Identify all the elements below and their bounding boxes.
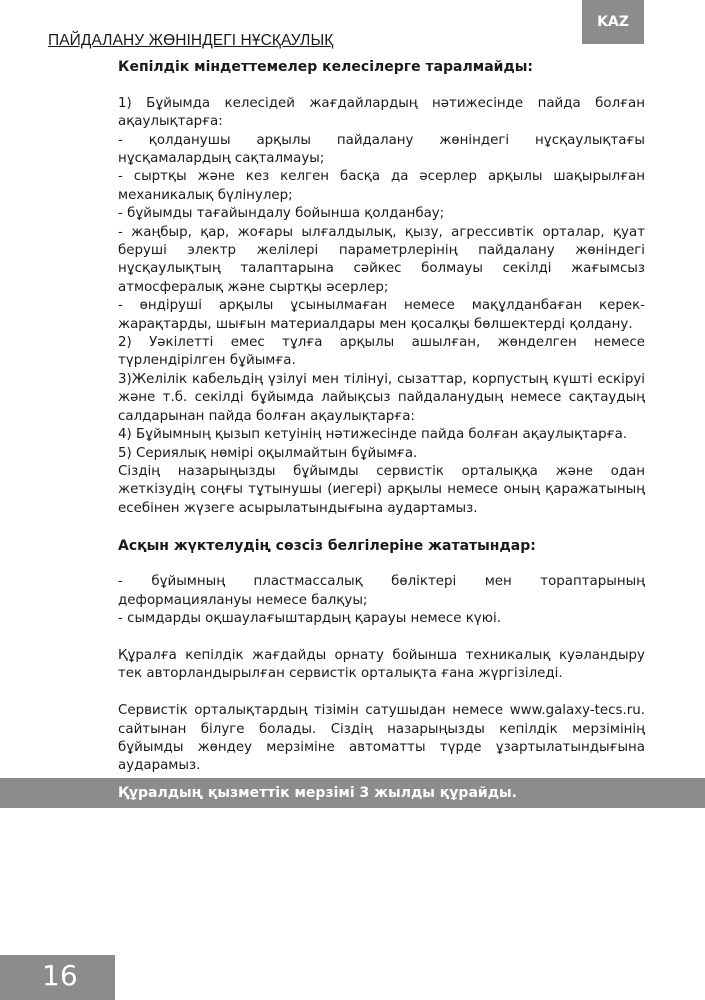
language-badge: KAZ: [582, 0, 644, 44]
overload-heading: Асқын жүктелудің сөзсіз белгілеріне жататындар:: [118, 537, 536, 554]
installation-note: Құралға кепілдік жағдайды орнату бойынша техникалық куәландыру тек авторландырылған сервистік орталықта ғана жүргізіледі.: [118, 647, 645, 682]
exclusion-paragraph: - жаңбыр, қар, жоғары ылғалдылық, қызу, агрессивтік орталар, қуат беруші электр желілері параметрлерінің пайдалану жөніндегі нұсқаулықтың талаптарына сәйкес болмауы секілді жағымсыз атмосфералық және сыртқы әсерлер;: [118, 224, 645, 295]
exclusion-paragraph: - бұйымды тағайындалу бойынша қолданбау;: [118, 206, 445, 222]
exclusion-paragraph: - қолданушы арқылы пайдалану жөніндегі нұсқаулықтағы нұсқамалардың сақталмауы;: [118, 132, 645, 167]
exclusions-heading: Кепілдік міндеттемелер келесілерге таралмайды:: [118, 59, 534, 75]
exclusion-paragraph: 5) Сериялық нөмірі оқылмайтын бұйымға.: [118, 445, 418, 461]
page-number-box: [0, 955, 115, 1000]
exclusion-paragraph: - өндіруші арқылы ұсынылмаған немесе мақұлданбаған керек-жарақтарды, шығын материалдары мен қосалқы бөлшектерді қолдану.: [118, 298, 645, 332]
service-centers-note: Сервистік орталықтардың тізімін сатушыдан немесе www.galaxy-tecs.ru. сайтынан білуге болады. Сіздің назарыңызды кепілдік мерзімінің бұйымды жөндеу мерзіміне автоматты түрде ұзартылатындығына аударамыз.: [118, 703, 645, 774]
exclusion-paragraph: - сыртқы және кез келген басқа да әсерлер арқылы шақырылған механикалық бүлінулер;: [118, 169, 645, 203]
overload-paragraph: - сымдарды оқшаулағыштардың қарауы немесе күюі.: [118, 611, 501, 627]
section-title: ПАЙДАЛАНУ ЖӨНІНДЕГІ НҰСҚАУЛЫҚ: [48, 32, 334, 49]
overload-paragraph: - бұйымның пластмассалық бөліктері мен тораптарының деформациялануы немесе балқуы;: [118, 574, 645, 608]
page-content: [118, 58, 645, 776]
exclusion-paragraph: 1) Бұйымда келесідей жағдайлардың нәтижесінде пайда болған ақаулықтарға:: [118, 95, 645, 130]
page-number: 16: [42, 959, 78, 992]
service-life-bar: [0, 778, 705, 808]
exclusion-paragraph: Сіздің назарыңызды бұйымды сервистік орталыққа және одан жеткізудің соңғы тұтынушы (иегері) арқылы немесе оның қаражатының есебінен жүзеге асырылатындығына аудартамыз.: [118, 463, 645, 516]
exclusion-paragraph: 2) Уәкілетті емес тұлға арқылы ашылған, жөнделген немесе түрлендірілген бұйымға.: [118, 335, 645, 369]
exclusion-paragraph: 4) Бұйымның қызып кетуінің нәтижесінде пайда болған ақаулықтарға.: [118, 427, 628, 443]
service-life-text: Құралдың қызметтік мерзімі 3 жылды құрайды.: [118, 785, 517, 801]
exclusion-paragraph: 3)Желілік кабельдің үзілуі мен тілінуі, сызаттар, корпустың күшті ескіруі және т.б. секілді бұйымда лайықсыз пайдаланудың немесе сақтаудың салдарынан пайда болған ақаулықтарға:: [118, 371, 645, 424]
